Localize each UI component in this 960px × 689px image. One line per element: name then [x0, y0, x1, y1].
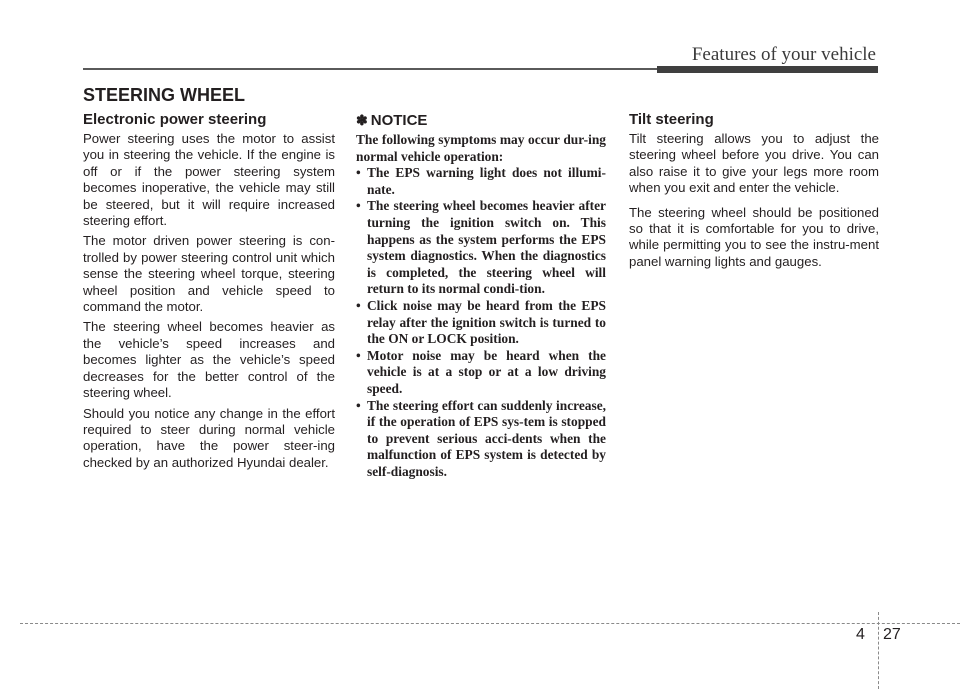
footer-separator	[878, 612, 879, 689]
bullet-icon: •	[356, 165, 361, 181]
header-bar	[657, 66, 878, 73]
notice-list	[356, 165, 606, 480]
bullet-icon: •	[356, 347, 361, 363]
tilt-paragraph-2: The steering wheel should be positioned so that it is comfortable for you to drive, while permitting you to see the instru-ment panel warning lights and gauges.	[629, 204, 879, 269]
notice-item	[356, 398, 606, 481]
notice-star-icon: ✽	[356, 112, 368, 128]
footer-rule	[20, 623, 960, 624]
bullet-icon: •	[356, 297, 361, 313]
eps-paragraph-2: The motor driven power steering is con-trolled by power steering control unit which sense the steering wheel torque, steering wheel position and vehicle speed to command the motor.	[83, 233, 335, 315]
header-title: Features of your vehicle	[691, 44, 876, 65]
notice-item	[356, 298, 606, 348]
notice-item-text: Click noise may be heard from the EPS relay after the ignition switch is turned to the ON or LOCK position.	[367, 297, 606, 347]
notice-item-text: The EPS warning light does not illumi-nate.	[367, 165, 606, 197]
eps-heading: Electronic power steering	[83, 111, 267, 128]
page-number: 27	[883, 626, 901, 643]
bullet-icon: •	[356, 397, 361, 413]
tilt-paragraph-1: Tilt steering allows you to adjust the steering wheel before you drive. You can also raise it to give your legs more room when you exit and enter the vehicle.	[629, 131, 879, 196]
notice-item-text: The steering wheel becomes heavier after turning the ignition switch on. This happens as the system performs the EPS system diagnostics. When the diagnostics is completed, the steering wheel will return to its normal condi-tion.	[367, 198, 606, 297]
eps-paragraph-4: Should you notice any change in the effort required to steer during normal vehicle operation, have the power steer-ing checked by an authorized Hyundai dealer.	[83, 405, 335, 470]
notice-heading-label: NOTICE	[370, 112, 428, 129]
eps-paragraph-3: The steering wheel becomes heavier as the vehicle’s speed increases and becomes lighter as the vehicle’s speed decreases for the better control of the steering wheel.	[83, 319, 335, 401]
notice-item	[356, 165, 606, 198]
bullet-icon: •	[356, 198, 361, 214]
notice-item-text: The steering effort can suddenly increase, if the operation of EPS sys-tem is stopped to prevent serious acci-dents when the malfunction of EPS system is detected by self-diagnosis.	[367, 397, 606, 479]
notice-intro: The following symptoms may occur dur-ing normal vehicle operation:	[356, 132, 606, 164]
column-tilt	[629, 111, 879, 278]
notice-heading	[356, 111, 606, 130]
eps-paragraph-1: Power steering uses the motor to assist you in steering the vehicle. If the engine is off or if the power steering system becomes inoperative, the vehicle may still be steered, but it will require increased steering effort.	[83, 131, 335, 229]
column-eps	[83, 111, 335, 475]
tilt-heading: Tilt steering	[629, 111, 714, 128]
column-notice	[356, 111, 606, 480]
page-chapter-number: 4	[856, 626, 865, 643]
notice-item	[356, 198, 606, 298]
section-title: STEERING WHEEL	[83, 85, 246, 105]
notice-item-text: Motor noise may be heard when the vehicle is at a stop or at a low driving speed.	[367, 347, 606, 396]
notice-item	[356, 348, 606, 398]
